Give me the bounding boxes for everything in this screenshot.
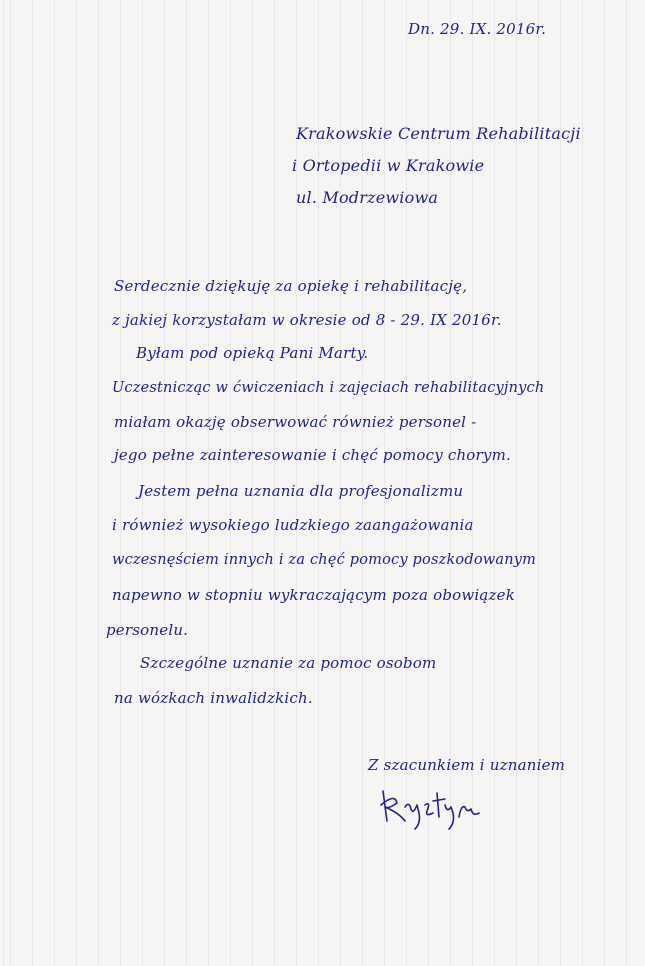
letter-date: Dn. 29. IX. 2016r.: [408, 20, 547, 38]
body-line-12: Szczególne uznanie za pomoc osobom: [140, 654, 437, 672]
recipient-line-2: i Ortopedii w Krakowie: [292, 156, 485, 175]
body-line-2: z jakiej korzystałam w okresie od 8 - 29. IX 2016r.: [112, 311, 502, 329]
body-line-10: napewno w stopniu wykraczającym poza obowiązek: [112, 586, 516, 604]
closing-line: Z szacunkiem i uznaniem: [368, 756, 566, 774]
body-line-9: wczesnęściem innych i za chęć pomocy poszkodowanym: [112, 552, 537, 568]
body-line-13: na wózkach inwalidzkich.: [114, 689, 313, 707]
body-line-8: i również wysokiego ludzkiego zaangażowania: [112, 516, 474, 534]
recipient-line-1: Krakowskie Centrum Rehabilitacji: [296, 124, 581, 143]
body-line-7: Jestem pełna uznania dla profesjonalizmu: [138, 482, 464, 500]
body-line-1: Serdecznie dziękuję za opiekę i rehabilitację,: [114, 277, 468, 295]
signature-image: [375, 783, 495, 843]
recipient-line-3: ul. Modrzewiowa: [296, 188, 439, 207]
body-line-11: personelu.: [106, 621, 189, 639]
body-line-5: miałam okazję obserwować również personel -: [114, 413, 477, 431]
body-line-3: Byłam pod opieką Pani Marty.: [136, 344, 369, 362]
body-line-4: Uczestnicząc w ćwiczeniach i zajęciach rehabilitacyjnych: [112, 380, 545, 396]
body-line-6: jego pełne zainteresowanie i chęć pomocy chorym.: [114, 446, 511, 464]
